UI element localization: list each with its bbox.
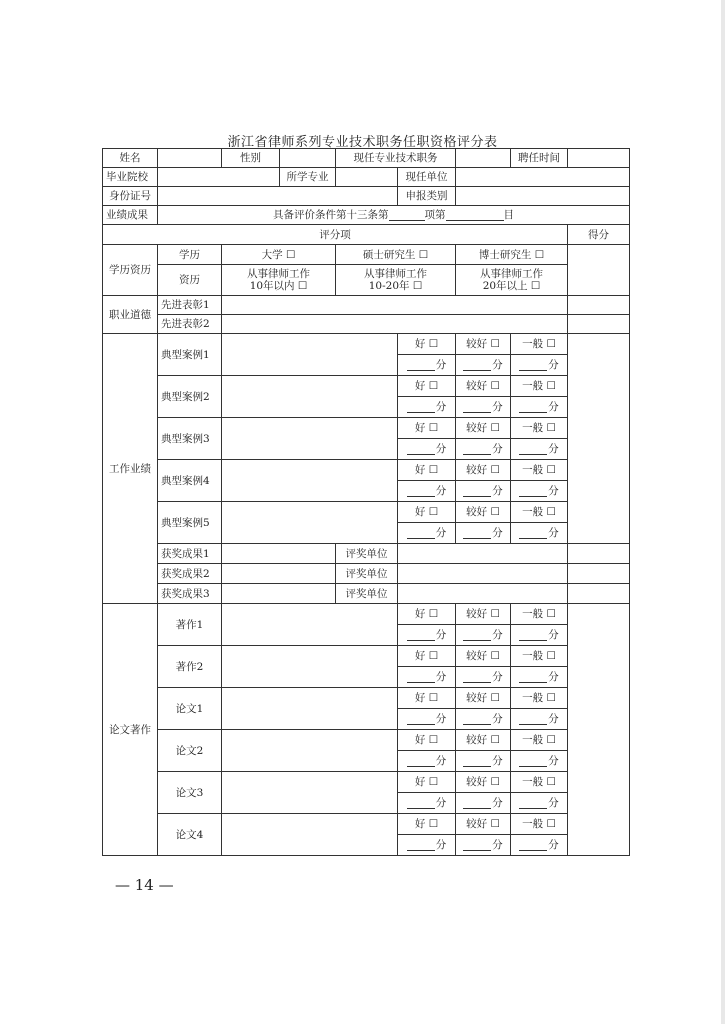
education-group-label: 学历资历	[103, 245, 158, 296]
degree-option-bachelor[interactable]: 大学 ☐	[222, 245, 336, 265]
rating-option-average[interactable]: 一般 ☐	[511, 604, 568, 625]
scan-edge	[721, 0, 725, 1024]
score-unit: 分	[435, 671, 447, 683]
score-blank[interactable]	[519, 486, 547, 497]
experience-line1: 从事律师工作	[480, 268, 543, 280]
score-blank[interactable]	[463, 714, 491, 725]
score-unit: 分	[435, 839, 447, 851]
score-unit: 分	[435, 401, 447, 413]
rating-option-good[interactable]: 好 ☐	[398, 502, 456, 523]
award-unit-field[interactable]	[398, 544, 568, 564]
award-label: 获奖成果1	[158, 544, 222, 564]
item-label: 著作1	[158, 604, 222, 646]
experience-option-10-20[interactable]	[336, 265, 456, 296]
current-title-label: 现任专业技术职务	[336, 149, 456, 168]
score-unit: 分	[548, 671, 559, 683]
award-unit-field[interactable]	[398, 564, 568, 584]
award-unit-field[interactable]	[398, 584, 568, 604]
school-field[interactable]	[158, 168, 280, 187]
rating-option-average[interactable]: 一般 ☐	[511, 502, 568, 523]
score-blank[interactable]	[463, 840, 491, 851]
score-unit: 分	[548, 797, 559, 809]
score-unit: 分	[548, 629, 559, 641]
score-unit: 分	[492, 797, 503, 809]
rating-score-average[interactable]	[511, 439, 568, 460]
item-label: 典型案例3	[158, 418, 222, 460]
ethics-item-label: 先进表彰1	[158, 296, 222, 315]
unit-label: 现任单位	[398, 168, 456, 187]
ethics-item-label: 先进表彰2	[158, 315, 222, 334]
score-unit: 分	[548, 359, 559, 371]
score-unit: 分	[435, 443, 447, 455]
experience-option-under-10[interactable]	[222, 265, 336, 296]
ethics-score-field[interactable]	[568, 296, 630, 315]
rating-score-fairly-good[interactable]	[456, 667, 511, 688]
item-label: 论文2	[158, 730, 222, 772]
rating-option-fairly-good[interactable]: 较好 ☐	[456, 418, 511, 439]
item-content-field[interactable]	[222, 502, 398, 544]
award-field[interactable]	[222, 544, 336, 564]
rating-option-fairly-good[interactable]: 较好 ☐	[456, 772, 511, 793]
rating-option-fairly-good[interactable]: 较好 ☐	[456, 646, 511, 667]
rating-option-average[interactable]: 一般 ☐	[511, 646, 568, 667]
score-unit: 分	[492, 443, 503, 455]
rating-score-fairly-good[interactable]	[456, 793, 511, 814]
rating-option-average[interactable]: 一般 ☐	[511, 334, 568, 355]
score-blank[interactable]	[519, 798, 547, 809]
score-blank[interactable]	[463, 798, 491, 809]
item-content-field[interactable]	[222, 730, 398, 772]
experience-line1: 从事律师工作	[364, 268, 427, 280]
rating-score-good[interactable]	[398, 709, 456, 730]
rating-option-fairly-good[interactable]: 较好 ☐	[456, 730, 511, 751]
score-blank[interactable]	[463, 360, 491, 371]
score-blank[interactable]	[519, 528, 547, 539]
experience-line1: 从事律师工作	[247, 268, 310, 280]
rating-score-good[interactable]	[398, 835, 456, 856]
rating-option-good[interactable]: 好 ☐	[398, 460, 456, 481]
category-field[interactable]	[456, 187, 630, 206]
award-unit-label: 评奖单位	[336, 564, 398, 584]
appoint-time-label: 聘任时间	[511, 149, 568, 168]
item-content-field[interactable]	[222, 376, 398, 418]
rating-score-good[interactable]	[398, 625, 456, 646]
name-label: 姓名	[103, 149, 158, 168]
rating-option-fairly-good[interactable]: 较好 ☐	[456, 604, 511, 625]
scoring-item-header: 评分项	[103, 225, 568, 245]
score-blank[interactable]	[407, 756, 435, 767]
rating-score-average[interactable]	[511, 667, 568, 688]
item-content-field[interactable]	[222, 772, 398, 814]
award-unit-label: 评奖单位	[336, 544, 398, 564]
score-blank[interactable]	[407, 672, 435, 683]
score-blank[interactable]	[407, 360, 435, 371]
score-unit: 分	[548, 485, 559, 497]
score-unit: 分	[492, 839, 503, 851]
experience-line2: 20年以上 ☐	[482, 280, 541, 292]
score-blank[interactable]	[519, 444, 547, 455]
sub-item-blank[interactable]	[446, 210, 504, 221]
rating-option-good[interactable]: 好 ☐	[398, 376, 456, 397]
score-blank[interactable]	[519, 360, 547, 371]
rating-option-fairly-good[interactable]: 较好 ☐	[456, 460, 511, 481]
award-score-field[interactable]	[568, 584, 630, 604]
form-title: 浙江省律师系列专业技术职务任职资格评分表	[227, 135, 498, 150]
experience-line2: 10-20年 ☐	[368, 280, 423, 292]
score-unit: 分	[492, 485, 503, 497]
rating-score-fairly-good[interactable]	[456, 523, 511, 544]
score-unit: 分	[435, 485, 447, 497]
current-title-field[interactable]	[456, 149, 511, 168]
rating-score-good[interactable]	[398, 667, 456, 688]
major-label: 所学专业	[280, 168, 336, 187]
score-blank[interactable]	[463, 630, 491, 641]
rating-score-fairly-good[interactable]	[456, 355, 511, 376]
award-unit-label: 评奖单位	[336, 584, 398, 604]
score-unit: 分	[548, 713, 559, 725]
item-content-field[interactable]	[222, 646, 398, 688]
rating-score-average[interactable]	[511, 835, 568, 856]
score-blank[interactable]	[463, 402, 491, 413]
rating-score-fairly-good[interactable]	[456, 709, 511, 730]
score-unit: 分	[492, 713, 503, 725]
score-blank[interactable]	[407, 486, 435, 497]
rating-score-fairly-good[interactable]	[456, 751, 511, 772]
rating-option-good[interactable]: 好 ☐	[398, 688, 456, 709]
rating-score-average[interactable]	[511, 523, 568, 544]
item-content-field[interactable]	[222, 604, 398, 646]
major-field[interactable]	[336, 168, 398, 187]
rating-score-fairly-good[interactable]	[456, 439, 511, 460]
rating-option-good[interactable]: 好 ☐	[398, 772, 456, 793]
rating-score-average[interactable]	[511, 397, 568, 418]
item-label: 典型案例5	[158, 502, 222, 544]
rating-option-good[interactable]: 好 ☐	[398, 334, 456, 355]
score-blank[interactable]	[519, 714, 547, 725]
score-unit: 分	[435, 713, 447, 725]
score-unit: 分	[435, 755, 447, 767]
score-blank[interactable]	[463, 672, 491, 683]
score-unit: 分	[548, 755, 559, 767]
award-field[interactable]	[222, 584, 336, 604]
score-unit: 分	[492, 671, 503, 683]
award-score-field[interactable]	[568, 564, 630, 584]
rating-score-average[interactable]	[511, 709, 568, 730]
score-blank[interactable]	[463, 486, 491, 497]
rating-score-fairly-good[interactable]	[456, 481, 511, 502]
item-label: 论文4	[158, 814, 222, 856]
score-blank[interactable]	[519, 672, 547, 683]
degree-label: 学历	[158, 245, 222, 265]
score-blank[interactable]	[407, 402, 435, 413]
score-unit: 分	[492, 401, 503, 413]
category-label: 申报类别	[398, 187, 456, 206]
gender-label: 性别	[222, 149, 280, 168]
item-content-field[interactable]	[222, 460, 398, 502]
rating-option-fairly-good[interactable]: 较好 ☐	[456, 502, 511, 523]
award-label: 获奖成果3	[158, 584, 222, 604]
item-content-field[interactable]	[222, 418, 398, 460]
education-score-field[interactable]	[568, 245, 630, 296]
rating-score-average[interactable]	[511, 481, 568, 502]
rating-option-average[interactable]: 一般 ☐	[511, 688, 568, 709]
score-unit: 分	[548, 839, 559, 851]
score-blank[interactable]	[519, 756, 547, 767]
rating-score-good[interactable]	[398, 355, 456, 376]
award-field[interactable]	[222, 564, 336, 584]
achievement-text-b: 项第	[424, 209, 446, 221]
degree-option-master[interactable]: 硕士研究生 ☐	[336, 245, 456, 265]
score-unit: 分	[492, 359, 503, 371]
item-label: 典型案例4	[158, 460, 222, 502]
rating-option-good[interactable]: 好 ☐	[398, 604, 456, 625]
achievement-text-a: 具备评价条件第十三条第	[273, 209, 389, 221]
score-unit: 分	[435, 629, 447, 641]
score-unit: 分	[548, 443, 559, 455]
ethics-group-label: 职业道德	[103, 296, 158, 334]
rating-score-fairly-good[interactable]	[456, 835, 511, 856]
rating-option-average[interactable]: 一般 ☐	[511, 772, 568, 793]
papers-score-field[interactable]	[568, 604, 630, 856]
rating-option-fairly-good[interactable]: 较好 ☐	[456, 376, 511, 397]
achievement-clause	[158, 206, 630, 225]
experience-option-over-20[interactable]	[456, 265, 568, 296]
rating-score-good[interactable]	[398, 397, 456, 418]
gender-field[interactable]	[280, 149, 336, 168]
rating-score-average[interactable]	[511, 793, 568, 814]
rating-score-fairly-good[interactable]	[456, 625, 511, 646]
item-label: 著作2	[158, 646, 222, 688]
scoring-form-table	[102, 148, 630, 856]
page-number: — 14 —	[115, 876, 174, 894]
rating-score-average[interactable]	[511, 751, 568, 772]
rating-option-good[interactable]: 好 ☐	[398, 730, 456, 751]
ethics-score-field[interactable]	[568, 315, 630, 334]
experience-label: 资历	[158, 265, 222, 296]
rating-score-good[interactable]	[398, 523, 456, 544]
school-label: 毕业院校	[103, 168, 158, 187]
score-blank[interactable]	[519, 840, 547, 851]
rating-score-average[interactable]	[511, 355, 568, 376]
item-label: 论文1	[158, 688, 222, 730]
item-content-field[interactable]	[222, 814, 398, 856]
id-field[interactable]	[158, 187, 398, 206]
award-label: 获奖成果2	[158, 564, 222, 584]
experience-line2: 10年以内 ☐	[249, 280, 308, 292]
item-number-blank[interactable]	[389, 210, 425, 221]
score-unit: 分	[435, 797, 447, 809]
rating-score-good[interactable]	[398, 751, 456, 772]
score-header: 得分	[568, 225, 630, 245]
ethics-item-field[interactable]	[222, 296, 568, 315]
score-unit: 分	[548, 401, 559, 413]
rating-score-fairly-good[interactable]	[456, 397, 511, 418]
id-label: 身份证号	[103, 187, 158, 206]
appoint-time-field[interactable]	[568, 149, 630, 168]
name-field[interactable]	[158, 149, 222, 168]
rating-option-average[interactable]: 一般 ☐	[511, 730, 568, 751]
rating-option-fairly-good[interactable]: 较好 ☐	[456, 334, 511, 355]
ethics-item-field[interactable]	[222, 315, 568, 334]
rating-score-good[interactable]	[398, 481, 456, 502]
unit-field[interactable]	[456, 168, 630, 187]
work-score-field[interactable]	[568, 334, 630, 544]
rating-option-average[interactable]: 一般 ☐	[511, 376, 568, 397]
achievement-text-c: 目	[503, 209, 514, 221]
score-unit: 分	[492, 755, 503, 767]
rating-option-average[interactable]: 一般 ☐	[511, 814, 568, 835]
rating-option-good[interactable]: 好 ☐	[398, 814, 456, 835]
award-score-field[interactable]	[568, 544, 630, 564]
rating-score-good[interactable]	[398, 439, 456, 460]
score-unit: 分	[492, 629, 503, 641]
score-unit: 分	[548, 527, 559, 539]
score-blank[interactable]	[407, 714, 435, 725]
score-blank[interactable]	[407, 630, 435, 641]
score-blank[interactable]	[519, 630, 547, 641]
achievement-label: 业绩成果	[103, 206, 158, 225]
score-blank[interactable]	[519, 402, 547, 413]
item-label: 典型案例2	[158, 376, 222, 418]
score-blank[interactable]	[463, 528, 491, 539]
rating-score-good[interactable]	[398, 793, 456, 814]
score-blank[interactable]	[407, 528, 435, 539]
score-blank[interactable]	[407, 840, 435, 851]
item-label: 典型案例1	[158, 334, 222, 376]
rating-option-fairly-good[interactable]: 较好 ☐	[456, 688, 511, 709]
score-unit: 分	[492, 527, 503, 539]
score-blank[interactable]	[407, 444, 435, 455]
degree-option-doctor[interactable]: 博士研究生 ☐	[456, 245, 568, 265]
rating-option-average[interactable]: 一般 ☐	[511, 418, 568, 439]
rating-option-good[interactable]: 好 ☐	[398, 418, 456, 439]
rating-option-good[interactable]: 好 ☐	[398, 646, 456, 667]
item-label: 论文3	[158, 772, 222, 814]
rating-option-fairly-good[interactable]: 较好 ☐	[456, 814, 511, 835]
work-group-label: 工作业绩	[103, 334, 158, 604]
score-unit: 分	[435, 359, 447, 371]
score-blank[interactable]	[463, 444, 491, 455]
rating-score-average[interactable]	[511, 625, 568, 646]
score-unit: 分	[435, 527, 447, 539]
score-blank[interactable]	[407, 798, 435, 809]
rating-option-average[interactable]: 一般 ☐	[511, 460, 568, 481]
score-blank[interactable]	[463, 756, 491, 767]
papers-group-label: 论文著作	[103, 604, 158, 856]
item-content-field[interactable]	[222, 688, 398, 730]
item-content-field[interactable]	[222, 334, 398, 376]
